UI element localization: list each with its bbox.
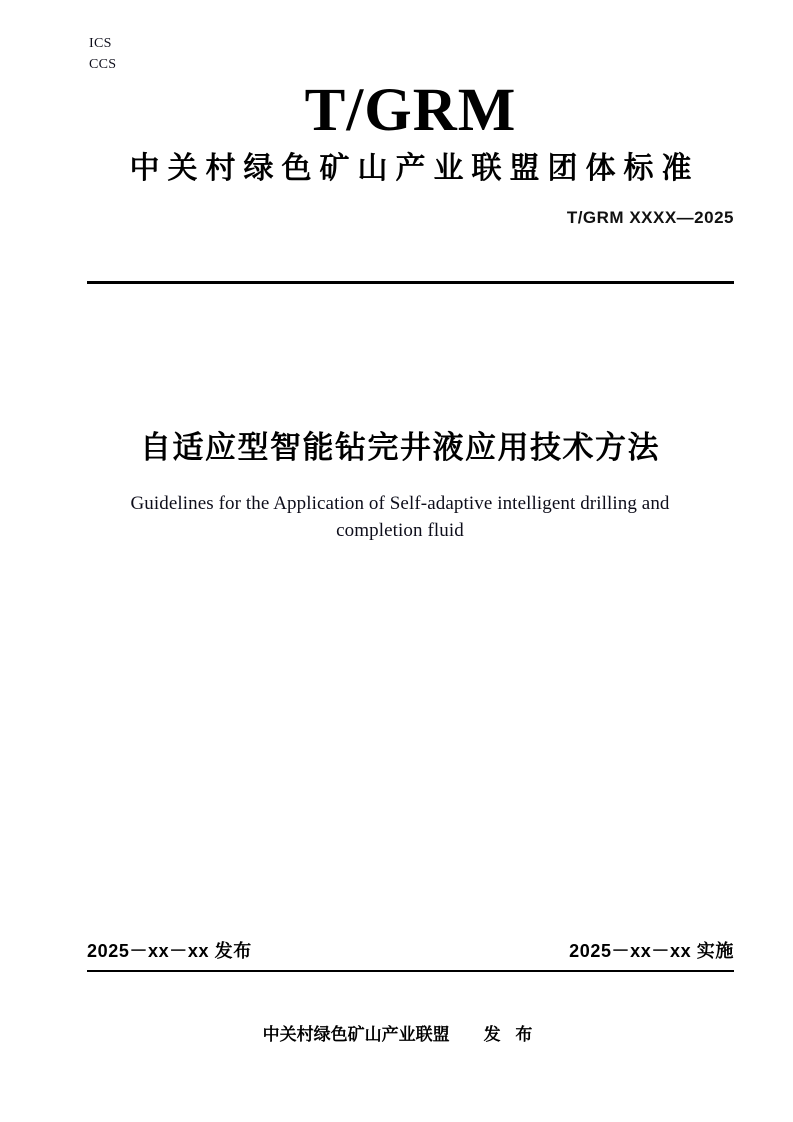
standard-number: T/GRM XXXX—2025 xyxy=(566,208,734,227)
organization-title: 中关村绿色矿山产业联盟团体标准 xyxy=(129,152,700,185)
document-title-english xyxy=(88,490,713,544)
document-title-chinese: 自适应型智能钻完井液应用技术方法 xyxy=(140,430,660,465)
ics-label: ICS xyxy=(89,36,112,51)
publisher-line xyxy=(70,1022,730,1048)
footer-dates xyxy=(87,938,734,964)
release-date: 2025－xx－xx 发布 xyxy=(87,941,252,961)
document-title-english-line2: fluid xyxy=(427,520,464,541)
document-title-english-line1: Guidelines for the Application of Self-adaptive intelligent drilling and completion xyxy=(130,493,670,541)
masthead xyxy=(87,78,734,229)
brand-logo-text: T/GRM xyxy=(304,77,517,144)
header-divider xyxy=(87,281,734,284)
classification-codes xyxy=(89,33,116,75)
footer-divider xyxy=(87,970,734,972)
title-block xyxy=(70,425,730,544)
implementation-date: 2025－xx－xx 实施 xyxy=(569,941,734,961)
publisher-name: 中关村绿色矿山产业联盟 xyxy=(262,1025,450,1044)
publish-label: 发 布 xyxy=(483,1025,538,1044)
ccs-label: CCS xyxy=(89,57,117,72)
